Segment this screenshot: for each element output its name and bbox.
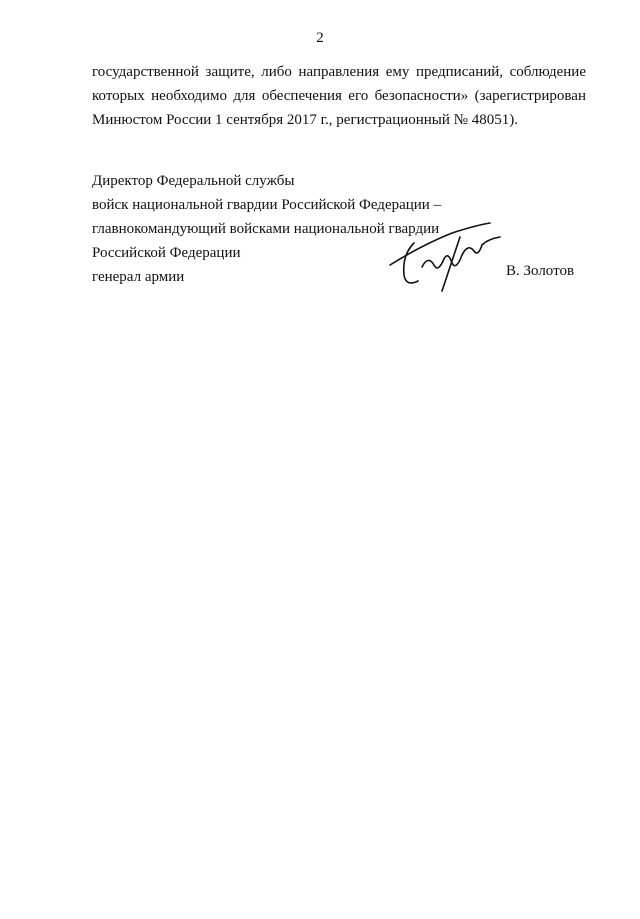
body-line: Минюстом России 1 сентября 2017 г., регистрационный № 48051). xyxy=(92,112,518,128)
handwritten-signature xyxy=(382,215,512,295)
signatory-title-line: Директор Федеральной службы xyxy=(92,173,295,189)
signatory-title-line: Российской Федерации xyxy=(92,245,241,261)
body-line: которых необходимо для обеспечения его безопасности» (зарегистрирован xyxy=(92,88,586,104)
page-number: 2 xyxy=(316,30,324,46)
body-paragraph xyxy=(92,60,586,132)
signatory-title-line: главнокомандующий войсками национальной гвардии xyxy=(92,221,440,237)
signatory-rank: генерал армии xyxy=(92,269,185,285)
body-line: государственной защите, либо направления ему предписаний, соблюдение xyxy=(92,64,586,80)
signatory-title-line: войск национальной гвардии Российской Федерации – xyxy=(92,197,442,213)
signer-name: В. Золотов xyxy=(506,263,575,279)
